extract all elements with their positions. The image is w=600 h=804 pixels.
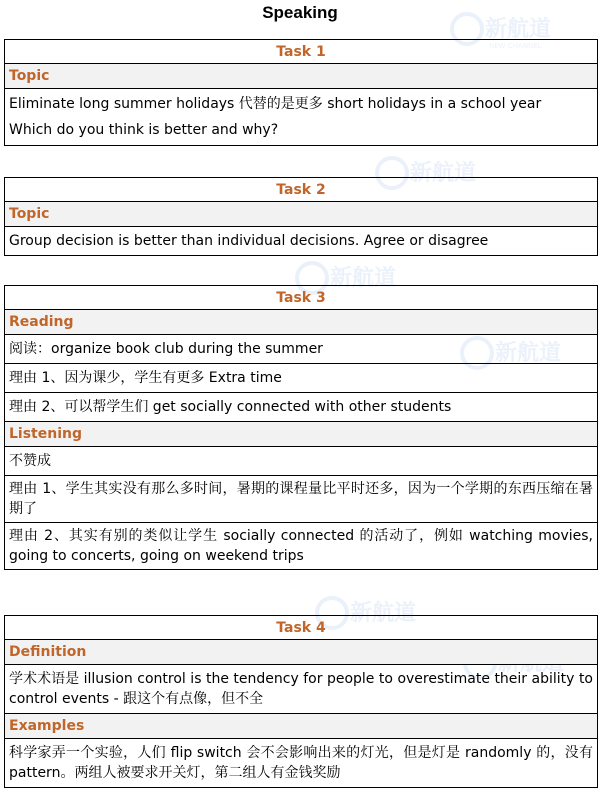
svg-text:NEW CHANNEL: NEW CHANNEL bbox=[489, 42, 542, 50]
task-3-listening-row: 不赞成 bbox=[5, 447, 598, 476]
task-4-definition-heading: Definition bbox=[5, 640, 598, 665]
svg-text:新航道: 新航道 bbox=[485, 17, 552, 42]
task-1-topic-line: Which do you think is better and why? bbox=[9, 122, 279, 138]
task-3-reading-heading: Reading bbox=[5, 310, 598, 335]
task-1-table bbox=[4, 39, 598, 146]
task-3-listening-heading: Listening bbox=[5, 422, 598, 447]
task-4-definition-body: 学术术语是 illusion control is the tendency for people to overestimate their ability to control events - 跟这个有点像，但不全 bbox=[5, 665, 598, 714]
svg-text:新航道: 新航道 bbox=[495, 341, 562, 366]
page-title: Speaking bbox=[262, 3, 338, 22]
task-3-reading-row: 理由 2、可以帮学生们 get socially connected with other students bbox=[5, 393, 598, 422]
task-4-table bbox=[4, 615, 598, 788]
task-4-examples-heading: Examples bbox=[5, 714, 598, 739]
task-1-topic-line: Eliminate long summer holidays 代替的是更多 short holidays in a school year bbox=[9, 96, 542, 112]
task-4-label: Task 4 bbox=[5, 616, 598, 640]
task-2-topic-heading: Topic bbox=[5, 202, 598, 227]
task-3-listening-row: 理由 2、其实有别的类似让学生 socially connected 的活动了，例如 watching movies, going to concerts, going on weekend trips bbox=[5, 523, 598, 570]
svg-text:新航道: 新航道 bbox=[330, 266, 397, 291]
svg-text:新航道: 新航道 bbox=[410, 161, 477, 186]
task-3-label: Task 3 bbox=[5, 286, 598, 310]
task-3-listening-row: 理由 1、学生其实没有那么多时间，暑期的课程量比平时还多，因为一个学期的东西压缩在暑期了 bbox=[5, 476, 598, 523]
task-3-reading-row: 阅读：organize book club during the summer bbox=[5, 335, 598, 364]
task-4-examples-body: 科学家弄一个实验，人们 flip switch 会不会影响出来的灯光，但是灯是 randomly 的，没有 pattern。两组人被要求开关灯，第二组人有金钱奖励 bbox=[5, 739, 598, 788]
task-2-label: Task 2 bbox=[5, 178, 598, 202]
task-2-table bbox=[4, 177, 598, 256]
task-1-label: Task 1 bbox=[5, 40, 598, 64]
task-2-topic-body: Group decision is better than individual decisions. Agree or disagree bbox=[5, 227, 598, 256]
task-3-table bbox=[4, 285, 598, 570]
task-3-reading-row: 理由 1、因为课少，学生有更多 Extra time bbox=[5, 364, 598, 393]
svg-text:新航道: 新航道 bbox=[350, 601, 417, 626]
task-1-topic-heading: Topic bbox=[5, 64, 598, 89]
task-1-topic-body bbox=[5, 89, 598, 146]
